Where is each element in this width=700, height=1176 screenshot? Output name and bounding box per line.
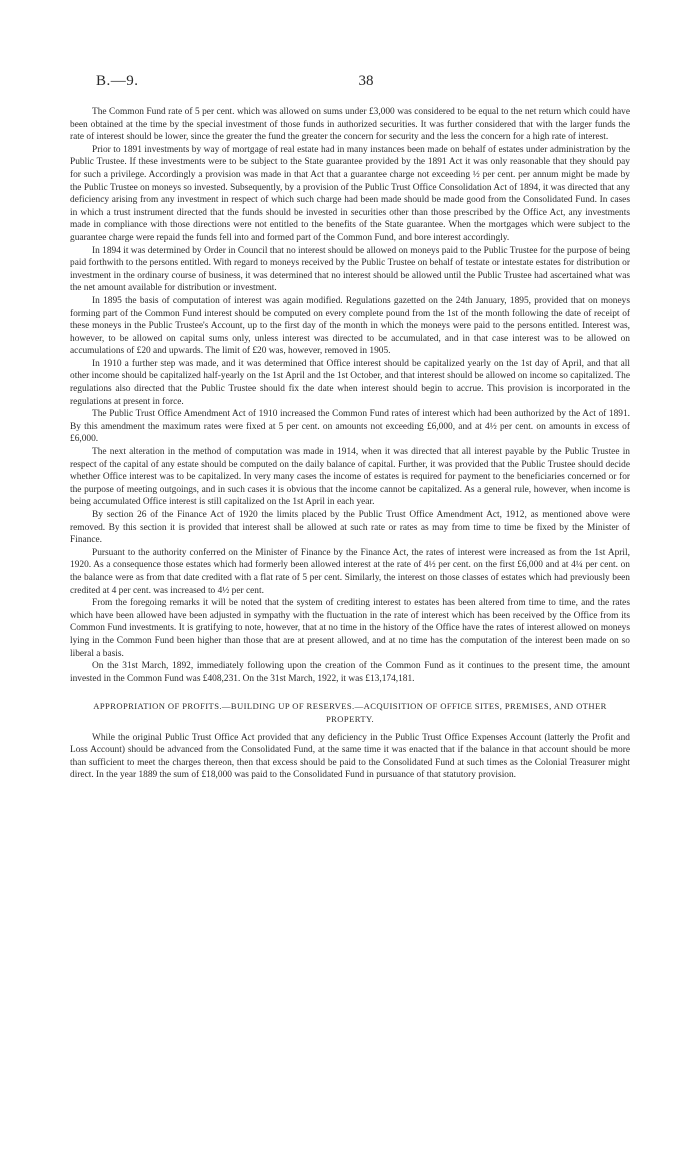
paragraph: In 1895 the basis of computation of interest was again modified. Regulations gazetted on the 24th January, 1895, provided that on moneys forming part of the Common Fund interest should be computed on every complete pound from the 1st of the month following the date of receipt of these moneys in the Public Trustee's Account, up to the first day of the month in which the moneys were paid to the persons entitled. Interest was, however, to be allowed on capital sums only, unless interest was directed to be accumulated, and in that case interest was to be allowed on accumulations of £20 and upwards. The limit of £20 was, however, removed in 1905.	[70, 295, 630, 357]
section-heading: APPROPRIATION OF PROFITS.—BUILDING UP OF RESERVES.—ACQUISITION OF OFFICE SITES, PREMISES, AND OTHER PROPERTY.	[93, 701, 607, 724]
paragraph: Pursuant to the authority conferred on the Minister of Finance by the Finance Act, the rates of interest were increased as from the 1st April, 1920. As a consequence those estates which had formerly been allowed interest at the rate of 4½ per cent. on the first £6,000 and at 4¼ per cent. on the balance were as from that date credited with a flat rate of 5 per cent. Similarly, the interest on those classes of estates which had previously been credited at 4 per cent. was increased to 4½ per cent.	[70, 547, 630, 596]
paragraph: On the 31st March, 1892, immediately following upon the creation of the Common Fund as it continues to the present time, the amount invested in the Common Fund was £408,231. On the 31st March, 1922, it was £13,174,181.	[70, 661, 630, 684]
paragraph: From the foregoing remarks it will be noted that the system of crediting interest to estates has been altered from time to time, and the rates which have been allowed have been adjusted in sympathy with the fluctuation in the rate of interest which has been received by the Office from its Common Fund investments. It is gratifying to note, however, that at no time in the history of the Office have the rates of interest allowed on moneys lying in the Common Fund been higher than those that are at present allowed, and at no time has the computation of the interest been made on so liberal a basis.	[70, 598, 630, 659]
document-body	[70, 106, 630, 782]
paragraph: The Common Fund rate of 5 per cent. which was allowed on sums under £3,000 was considered to be equal to the net return which could have been obtained at the time by the special investment of those funds in authorized securities. It was further considered that with the larger funds the rate of interest should be lower, since the greater the fund the greater the concern for security and the less the concern for a high rate of interest.	[70, 107, 630, 143]
paragraph: In 1894 it was determined by Order in Council that no interest should be allowed on moneys paid to the Public Trustee for the purpose of being paid forthwith to the persons entitled. With regard to moneys received by the Public Trustee on behalf of testate or intestate estates for distribution or investment in the ordinary course of business, it was determined that no interest should be allowed until the Public Trustee had ascertained what was the net amount available for distribution or investment.	[70, 245, 630, 294]
document-reference: B.—9.	[96, 73, 139, 89]
paragraph: Prior to 1891 investments by way of mortgage of real estate had in many instances been made on behalf of estates under administration by the Public Trustee. If these investments were to be subject to the State guarantee provided by the 1891 Act it was only reasonable that they should pay for such a privilege. Accordingly a provision was made in that Act that a guarantee charge not exceeding ½ per cent. per annum might be made by the Public Trustee on moneys so invested. Subsequently, by a provision of the Public Trust Office Consolidation Act of 1894, it was directed that any deficiency arising from any investment in respect of which such charge had been made should be made good from the Consolidated Fund. In cases in which a trust instrument directed that the funds should be invested in securities other than those prescribed by the Office Act, any investments made in compliance with those directions were not entitled to the benefits of the State guarantee. When the mortgages which were subject to the guarantee charge were repaid the funds fell into and formed part of the Common Fund, and bore interest accordingly.	[70, 144, 630, 243]
paragraph: The next alteration in the method of computation was made in 1914, when it was directed that all interest payable by the Public Trustee in respect of the capital of any estate should be computed on the daily balance of capital. Further, it was provided that the Public Trustee should decide whether Office interest was to be capitalized. In very many cases the income of estates is required for payment to the beneficiaries concerned or for the purpose of meeting outgoings, and in such cases it is obvious that the income cannot be capitalized. As a general rule, however, when income is being accumulated Office interest is still capitalized on the 1st April in each year.	[70, 447, 630, 508]
paragraph: In 1910 a further step was made, and it was determined that Office interest should be capitalized yearly on the 1st day of April, and that all other income should be capitalized half-yearly on the 1st April and the 1st October, and that interest should be allowed on income so capitalized. The regulations also directed that the Public Trustee should fix the date when interest should begin to accrue. This provision is incorporated in the regulations at present in force.	[70, 358, 630, 407]
paragraph: By section 26 of the Finance Act of 1920 the limits placed by the Public Trust Office Amendment Act, 1912, as mentioned above were removed. By this section it is provided that interest shall be allowed at such rate or rates as may from time to time be fixed by the Minister of Finance.	[70, 510, 630, 546]
page-header	[96, 73, 636, 95]
paragraph: While the original Public Trust Office Act provided that any deficiency in the Public Trust Office Expenses Account (latterly the Profit and Loss Account) should be advanced from the Consolidated Fund, at the same time it was enacted that if the balance in that account should be more than sufficient to meet the charges thereon, then that excess should be paid to the Consolidated Fund at such times as the Colonial Treasurer might direct. In the year 1889 the sum of £18,000 was paid to the Consolidated Fund in pursuance of that statutory provision.	[70, 732, 630, 781]
paragraph: The Public Trust Office Amendment Act of 1910 increased the Common Fund rates of interest which had been authorized by the Act of 1891. By this amendment the maximum rates were fixed at 5 per cent. on amounts not exceeding £6,000, and at 4½ per cent. on amounts in excess of £6,000.	[70, 409, 630, 445]
page-number: 38	[358, 73, 374, 89]
